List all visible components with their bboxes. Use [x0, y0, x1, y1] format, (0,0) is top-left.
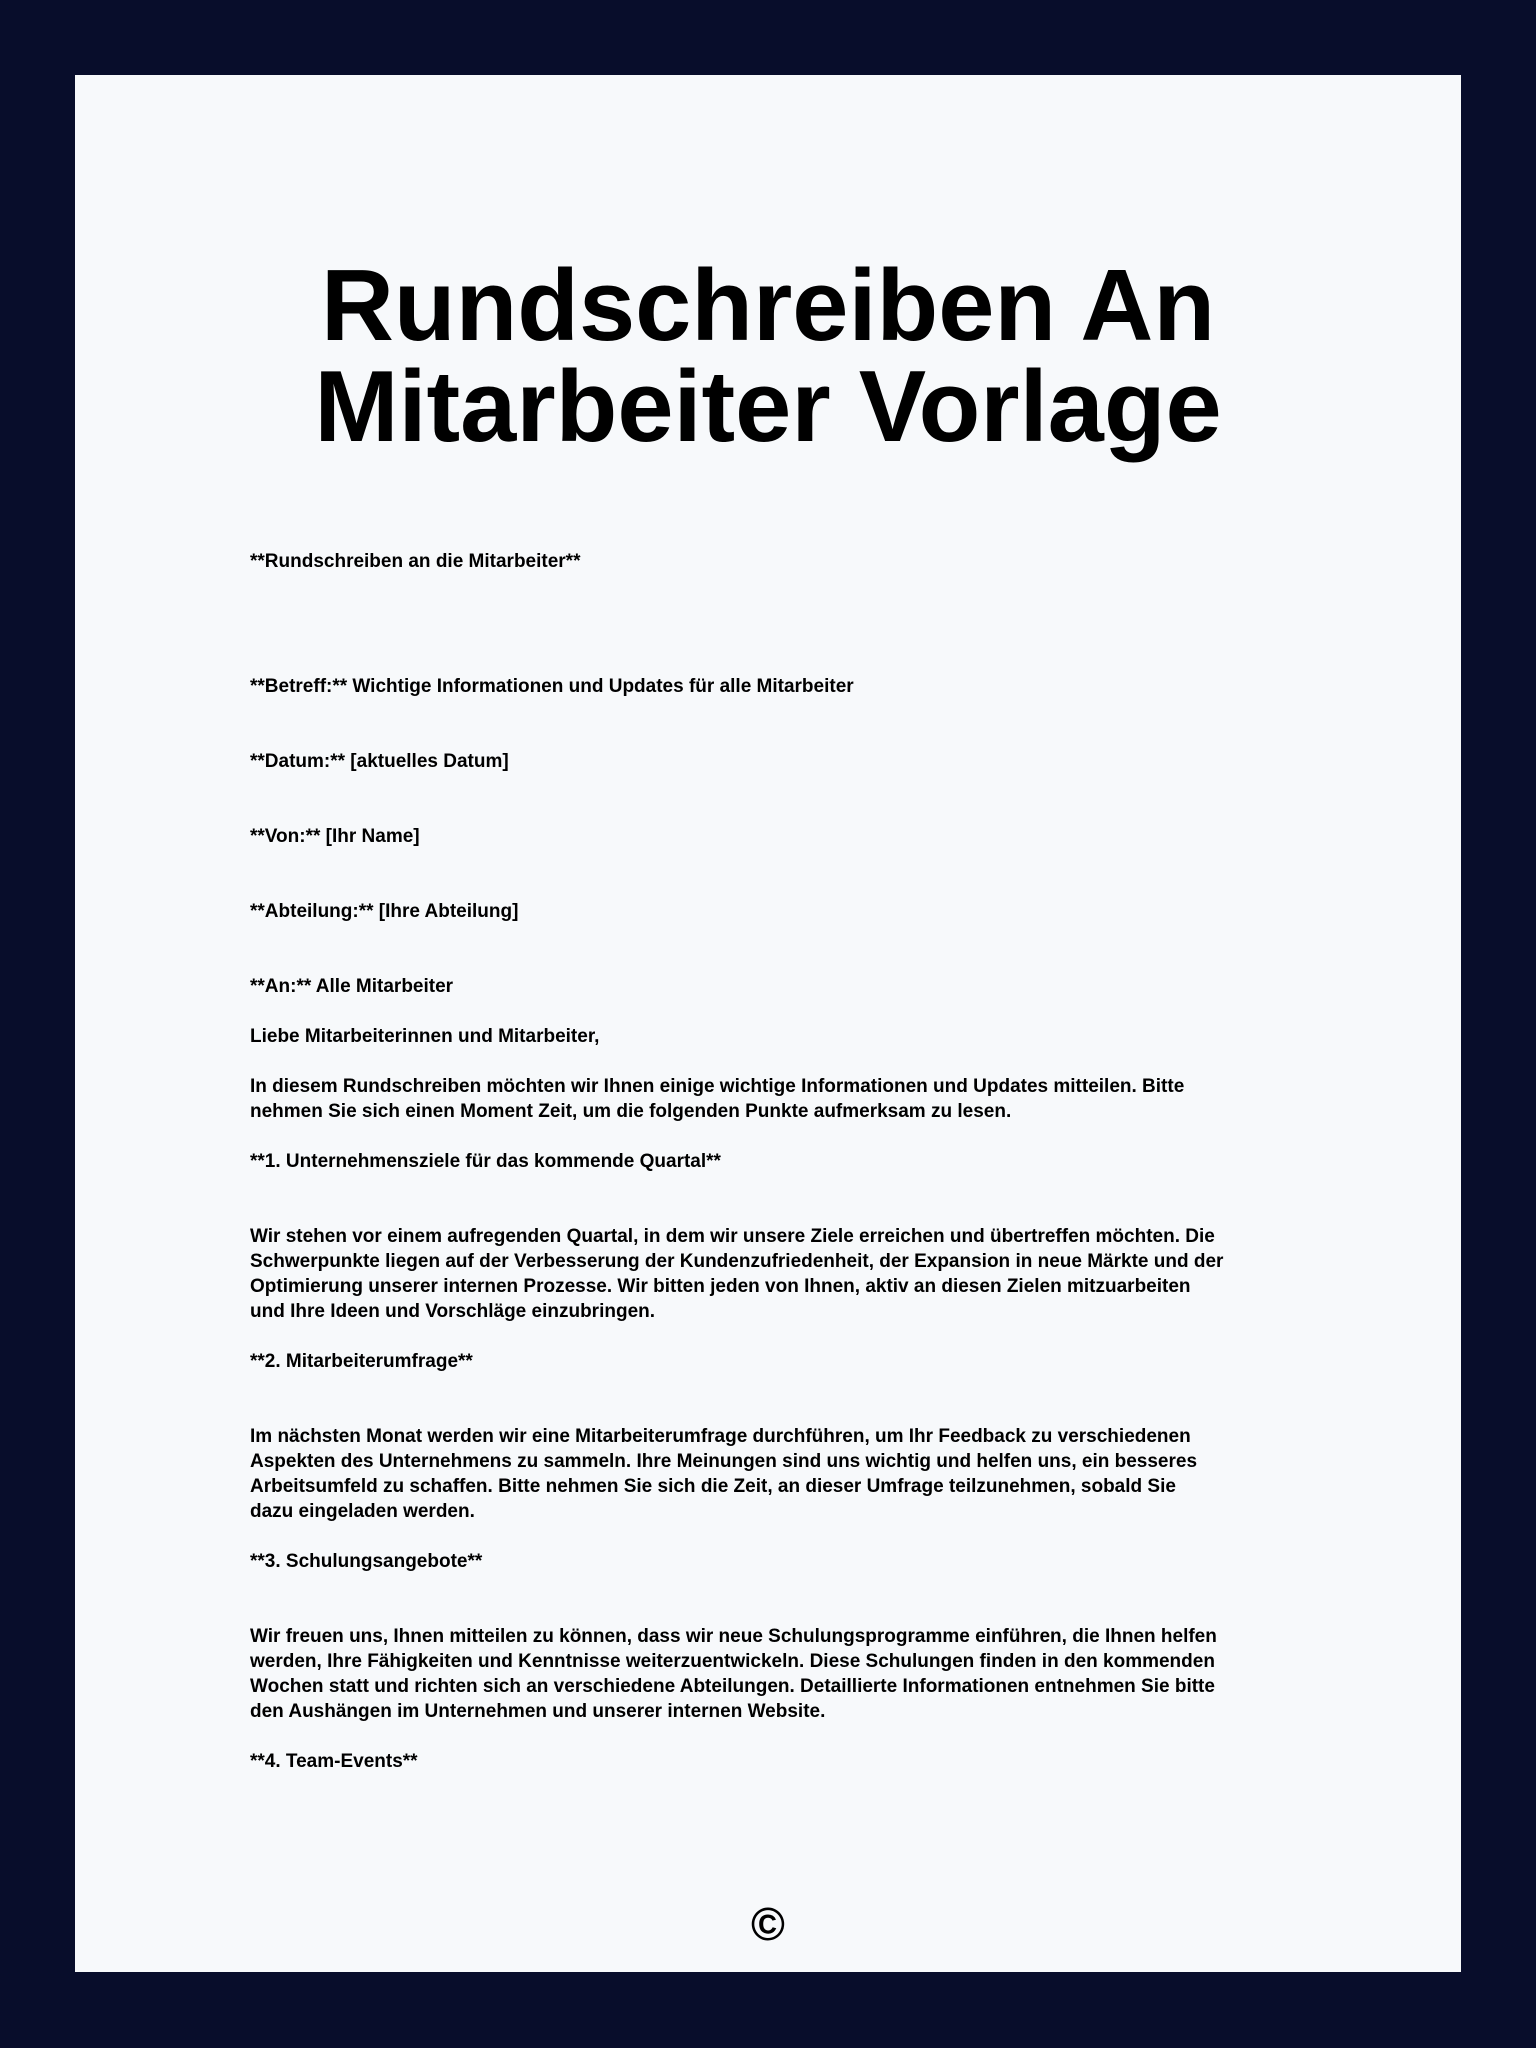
section-3-paragraph [250, 1624, 1285, 1724]
copyright-icon: © [751, 1898, 785, 1950]
paragraph-line: Arbeitsumfeld zu schaffen. Bitte nehmen Sie sich die Zeit, an dieser Umfrage teilzunehmen, sobald Sie [250, 1476, 1176, 1497]
subject-line: **Betreff:** Wichtige Informationen und Updates für alle Mitarbeiter [250, 676, 854, 697]
document-title-line-2: Mitarbeiter Vorlage [314, 351, 1222, 463]
document-page [75, 75, 1461, 1972]
section-3-heading: **3. Schulungsangebote** [250, 1551, 483, 1572]
intro-paragraph [250, 1074, 1285, 1124]
paragraph-line: Optimierung unserer internen Prozesse. Wir bitten jeden von Ihnen, aktiv an diesen Zielen mitzuarbeiten [250, 1276, 1191, 1297]
paragraph-line: Schwerpunkte liegen auf der Verbesserung der Kundenzufriedenheit, der Expansion in neue Märkte und der [250, 1251, 1224, 1272]
department-line: **Abteilung:** [Ihre Abteilung] [250, 901, 519, 922]
section-2-heading: **2. Mitarbeiterumfrage** [250, 1351, 473, 1372]
paragraph-line: den Aushängen im Unternehmen und unserer internen Website. [250, 1701, 826, 1722]
paragraph-line: Wir stehen vor einem aufregenden Quartal, in dem wir unsere Ziele erreichen und übertreffen möchten. Die [250, 1226, 1215, 1247]
date-line: **Datum:** [aktuelles Datum] [250, 751, 509, 772]
intro-line: nehmen Sie sich einen Moment Zeit, um die folgenden Punkte aufmerksam zu lesen. [250, 1101, 1012, 1122]
paragraph-line: und Ihre Ideen und Vorschläge einzubringen. [250, 1301, 656, 1322]
recipient-line: **An:** Alle Mitarbeiter [250, 976, 454, 997]
memo-heading: **Rundschreiben an die Mitarbeiter** [250, 551, 581, 572]
section-2-paragraph [250, 1424, 1285, 1524]
paragraph-line: Aspekten des Unternehmens zu sammeln. Ihre Meinungen sind uns wichtig und helfen uns, ein besseres [250, 1451, 1198, 1472]
paragraph-line: Wir freuen uns, Ihnen mitteilen zu können, dass wir neue Schulungsprogramme einführen, die Ihnen helfen [250, 1626, 1217, 1647]
section-4-heading: **4. Team-Events** [250, 1751, 418, 1772]
paragraph-line: Im nächsten Monat werden wir eine Mitarbeiterumfrage durchführen, um Ihr Feedback zu verschiedenen [250, 1426, 1191, 1447]
document-title [75, 250, 1461, 463]
intro-line: In diesem Rundschreiben möchten wir Ihnen einige wichtige Informationen und Updates mitteilen. Bitte [250, 1076, 1185, 1097]
paragraph-line: werden, Ihre Fähigkeiten und Kenntnisse weiterzuentwickeln. Diese Schulungen finden in den kommenden [250, 1651, 1215, 1672]
paragraph-line: dazu eingeladen werden. [250, 1501, 475, 1522]
paragraph-line: Wochen statt und richten sich an verschiedene Abteilungen. Detaillierte Informationen entnehmen Sie bitte [250, 1676, 1215, 1697]
section-1-heading: **1. Unternehmensziele für das kommende Quartal** [250, 1151, 721, 1172]
greeting: Liebe Mitarbeiterinnen und Mitarbeiter, [250, 1026, 600, 1047]
section-1-paragraph [250, 1224, 1285, 1324]
document-title-line-1: Rundschreiben An [320, 250, 1216, 362]
sender-line: **Von:** [Ihr Name] [250, 826, 420, 847]
